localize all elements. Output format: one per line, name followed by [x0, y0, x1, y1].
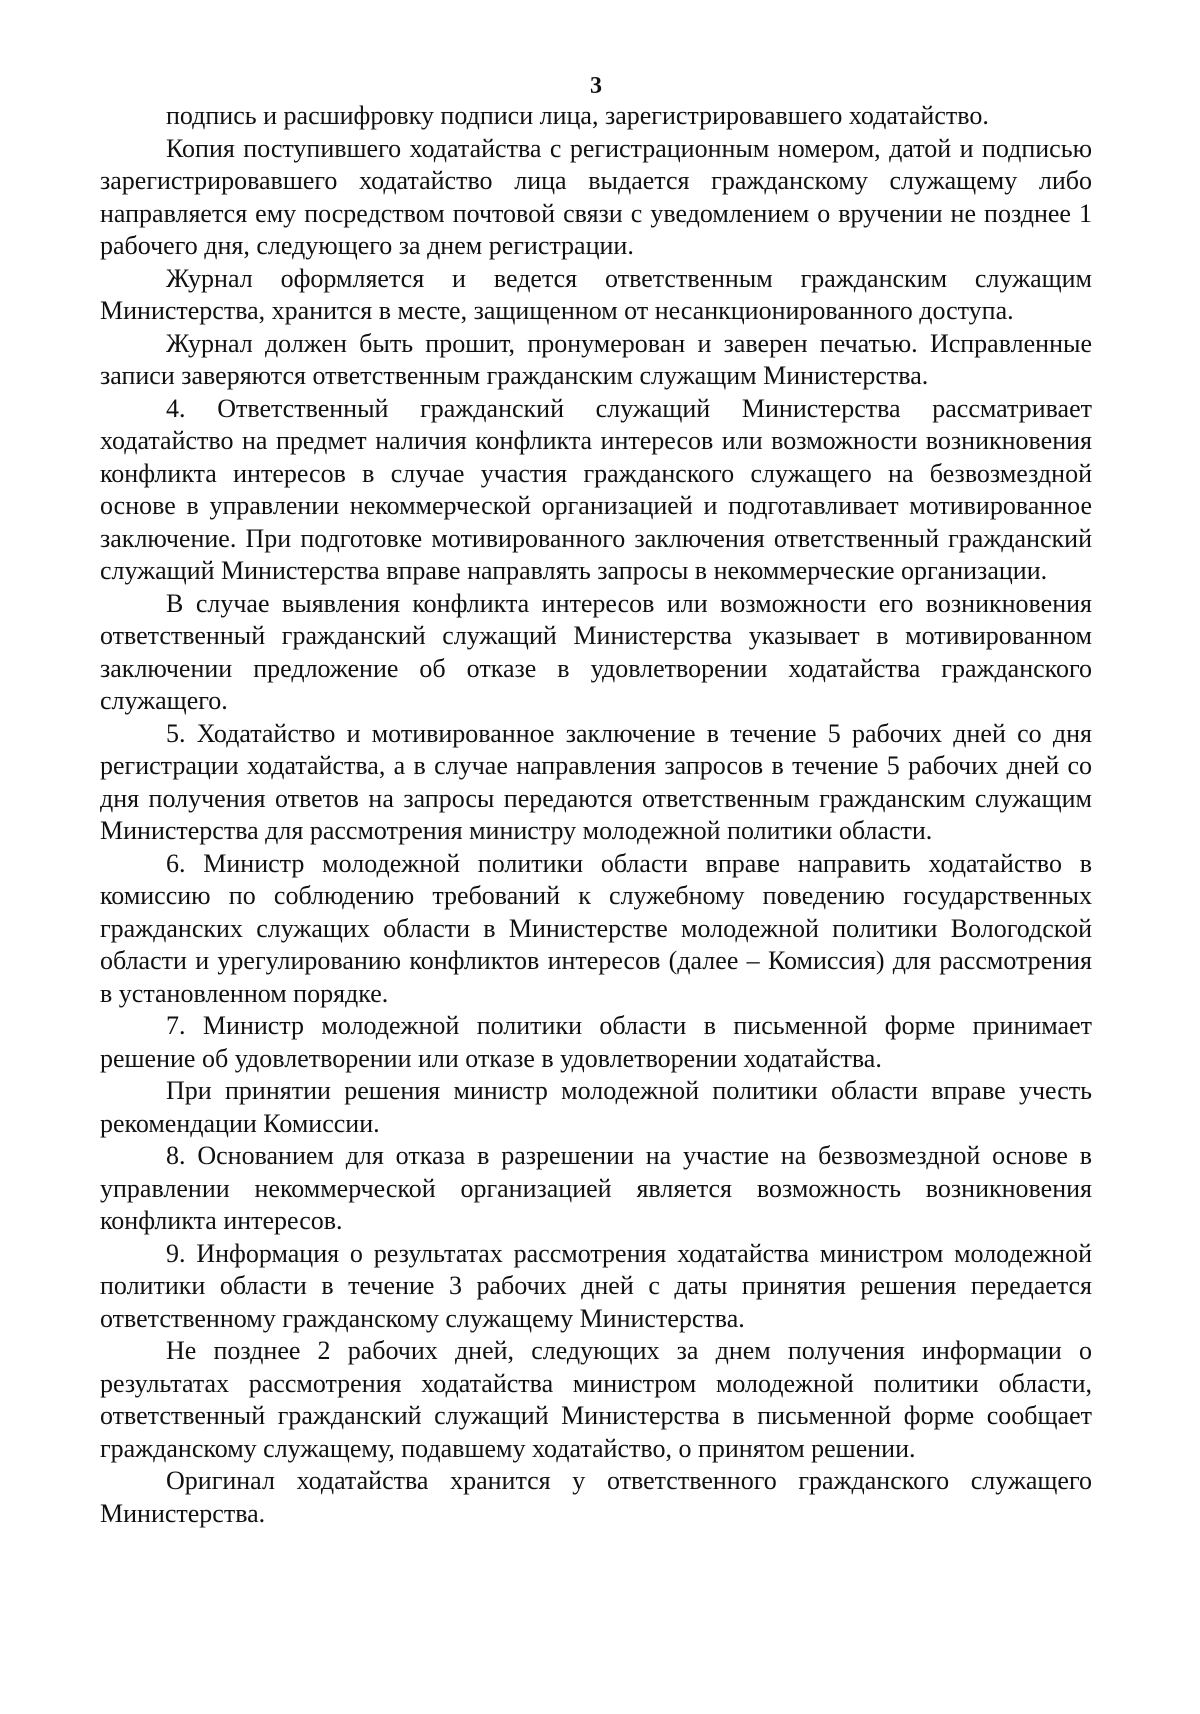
paragraph-8: 6. Министр молодежной политики области вправе направить ходатайство в комиссию по соблюдению требований к служебному поведению государственных гражданских служащих области в Министерстве молодежной политики Вологодской области и урегулированию конфликтов интересов (далее – Комиссия) для рассмотрения в установленном порядке. — [100, 848, 1092, 1008]
paragraph-10: При принятии решения министр молодежной политики области вправе учесть рекомендации Комиссии. — [100, 1076, 1092, 1138]
paragraph-2: Копия поступившего ходатайства с регистрационным номером, датой и подписью зарегистрировавшего ходатайство лица выдается гражданскому служащему либо направляется ему посредством почтовой связи с уведомлением о вручении не позднее 1 рабочего дня, следующего за днем регистрации. — [100, 133, 1092, 260]
page-number: 3 — [590, 73, 602, 99]
paragraph-3: Журнал оформляется и ведется ответственным гражданским служащим Министерства, хранится в месте, защищенном от несанкционированного доступа. — [100, 263, 1092, 325]
paragraph-6: В случае выявления конфликта интересов или возможности его возникновения ответственный гражданский служащий Министерства указывает в мотивированном заключении предложение об отказе в удовлетворении ходатайства гражданского служащего. — [100, 588, 1092, 715]
paragraph-9: 7. Министр молодежной политики области в письменной форме принимает решение об удовлетворении или отказе в удовлетворении ходатайства. — [100, 1011, 1092, 1073]
paragraph-14: Оригинал ходатайства хранится у ответственного гражданского служащего Министерства. — [100, 1466, 1092, 1528]
paragraph-4: Журнал должен быть прошит, пронумерован и заверен печатью. Исправленные записи заверяются ответственным гражданским служащим Министерства. — [100, 328, 1092, 390]
paragraph-13: Не позднее 2 рабочих дней, следующих за днем получения информации о результатах рассмотрения ходатайства министром молодежной политики области, ответственный гражданский служащий Министерства в письменной форме сообщает гражданскому служащему, подавшему ходатайство, о принятом решении. — [100, 1336, 1092, 1463]
paragraph-7: 5. Ходатайство и мотивированное заключение в течение 5 рабочих дней со дня регистрации ходатайства, а в случае направления запросов в течение 5 рабочих дней со дня получения ответов на запросы передаются ответственным гражданским служащим Министерства для рассмотрения министру молодежной политики области. — [100, 718, 1092, 845]
paragraph-1: подпись и расшифровку подписи лица, зарегистрировавшего ходатайство. — [166, 101, 989, 130]
paragraph-5: 4. Ответственный гражданский служащий Министерства рассматривает ходатайство на предмет наличия конфликта интересов или возможности возникновения конфликта интересов в случае участия гражданского служащего на безвозмездной основе в управлении некоммерческой организацией и подготавливает мотивированное заключение. При подготовке мотивированного заключения ответственный гражданский служащий Министерства вправе направлять запросы в некоммерческие организации. — [100, 393, 1092, 585]
paragraph-12: 9. Информация о результатах рассмотрения ходатайства министром молодежной политики области в течение 3 рабочих дней с даты принятия решения передается ответственному гражданскому служащему Министерства. — [100, 1238, 1092, 1333]
paragraph-11: 8. Основанием для отказа в разрешении на участие на безвозмездной основе в управлении некоммерческой организацией является возможность возникновения конфликта интересов. — [100, 1141, 1092, 1235]
